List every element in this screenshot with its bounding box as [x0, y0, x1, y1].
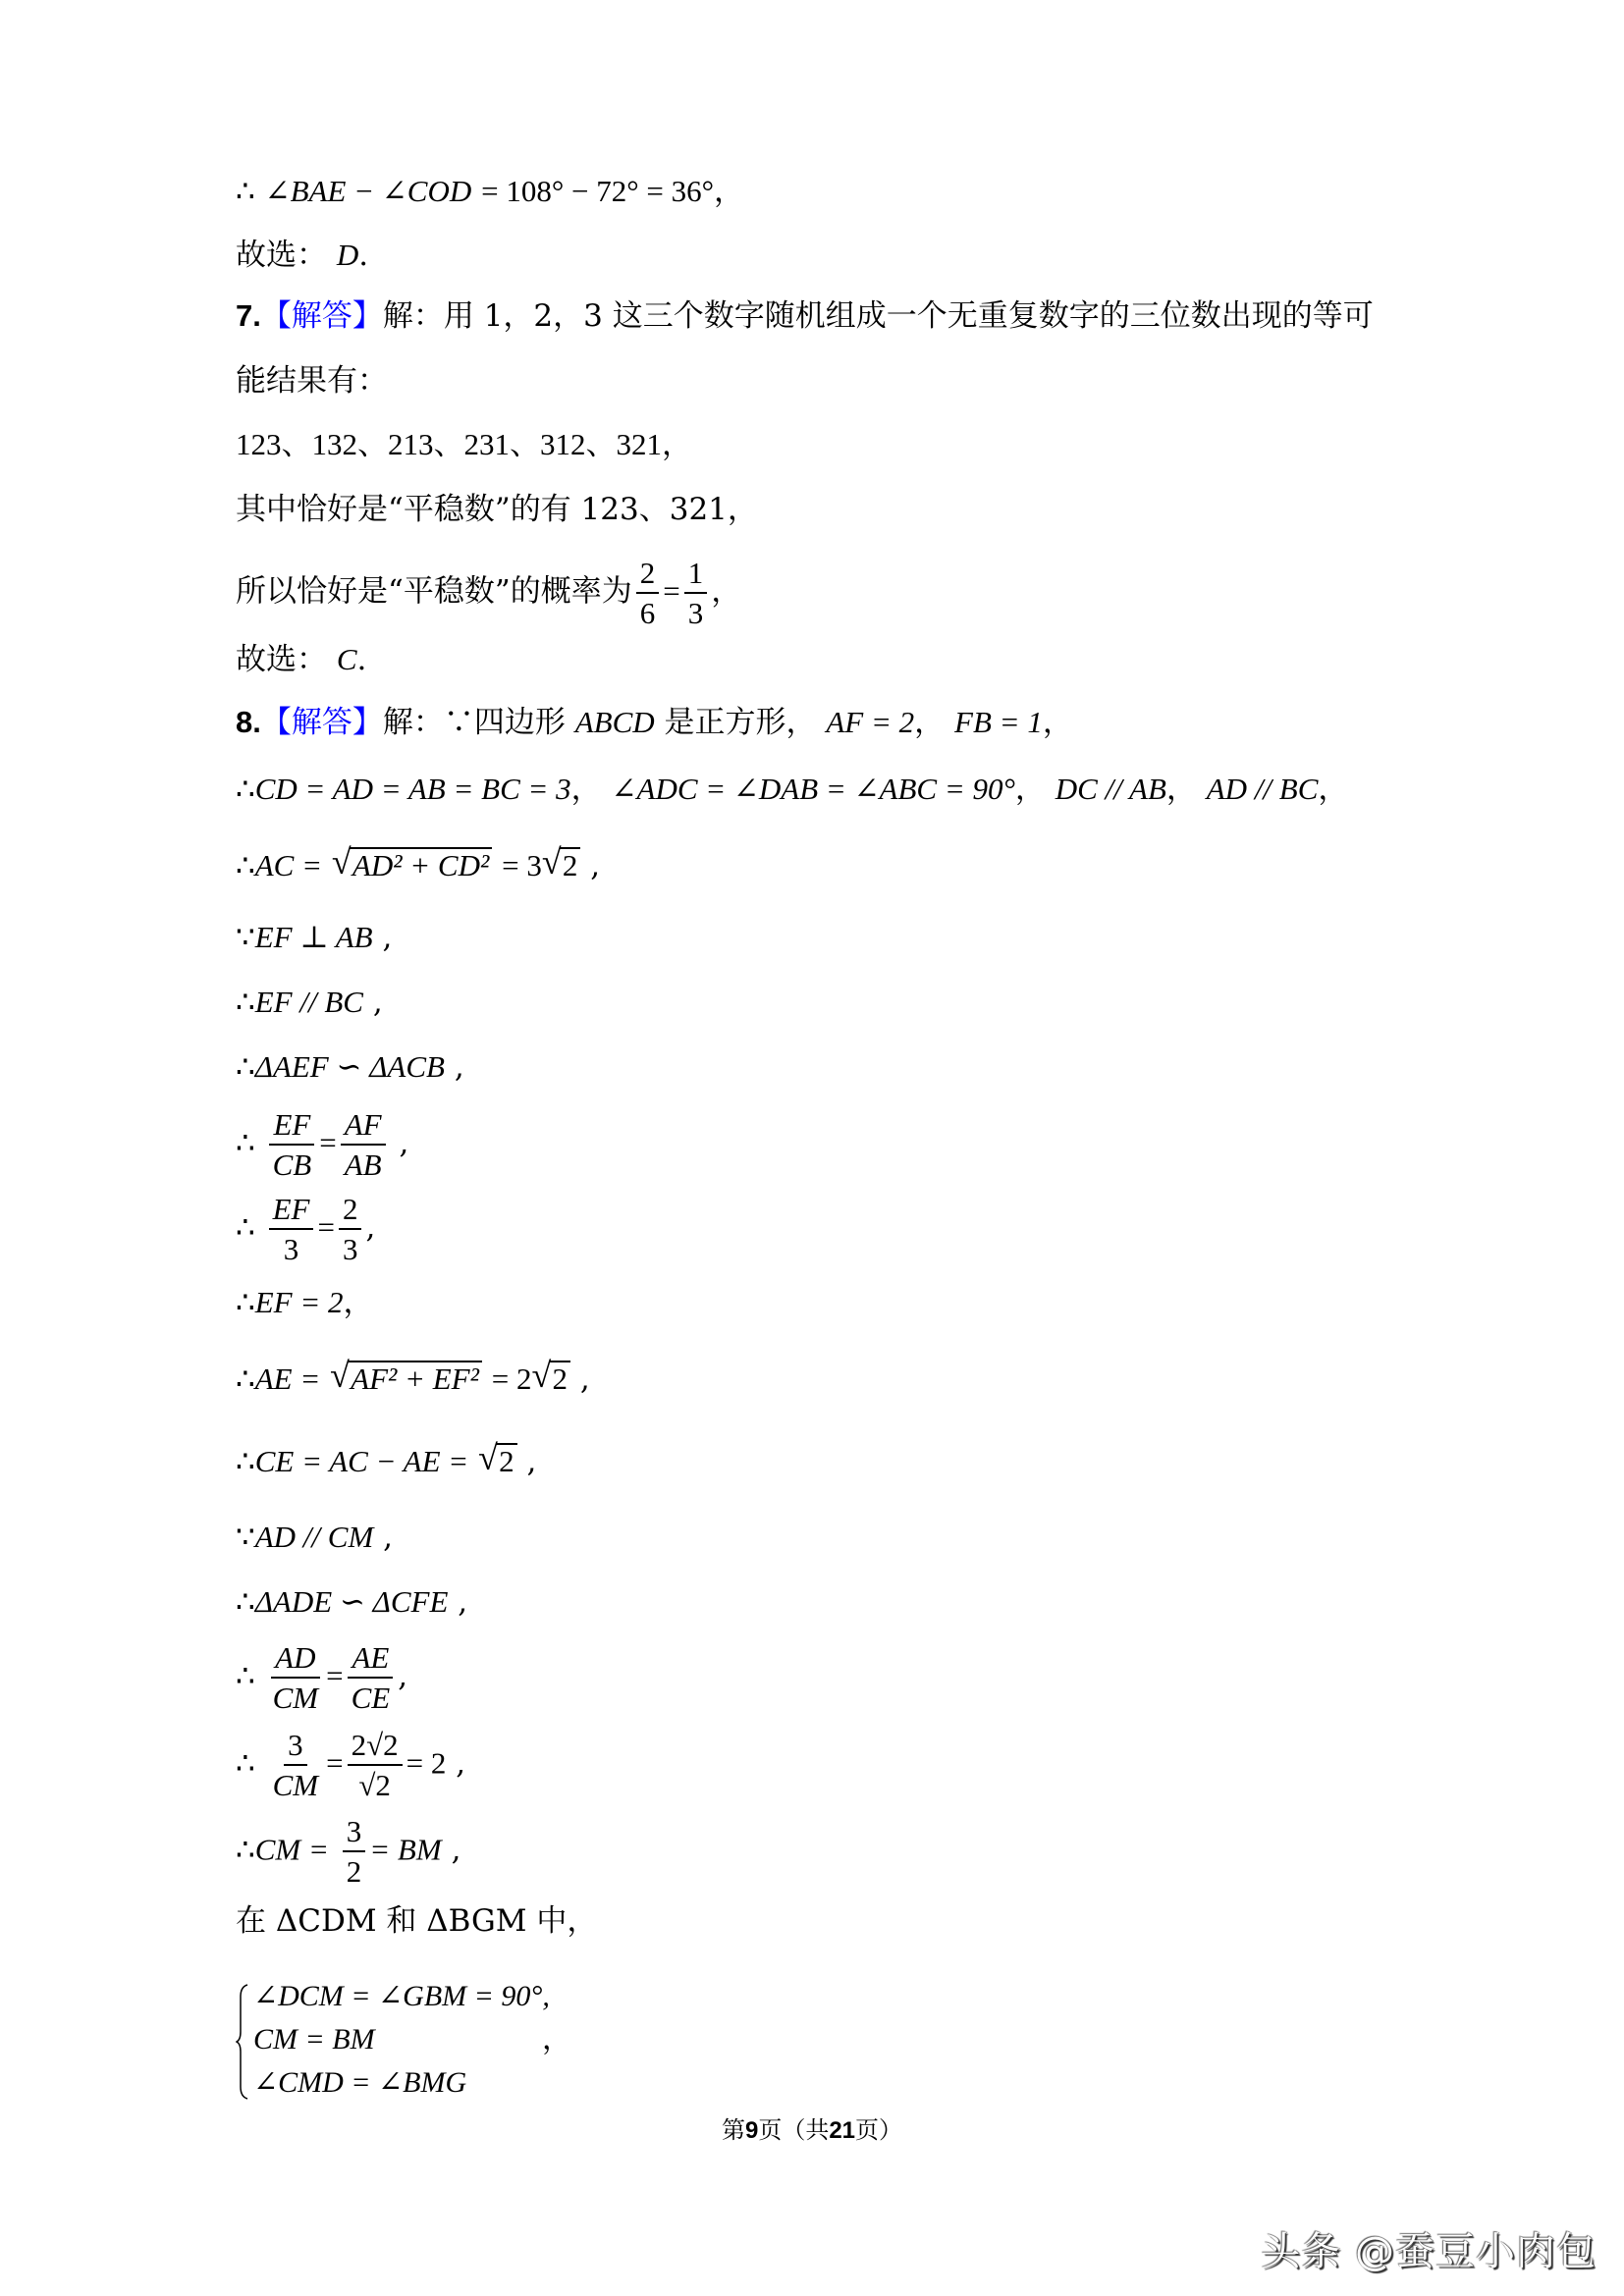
question-number: 8.: [236, 705, 261, 739]
choice-value: D: [336, 238, 359, 272]
q7-favorable: [236, 488, 758, 531]
page-footer: 第9页（共21页）: [721, 2116, 903, 2144]
answer-tag: 【解答】: [260, 298, 383, 334]
q8-ae: ∴AE = √ AF² + EF² = 2 √ 2 ,: [236, 1358, 590, 1401]
q8-in-triangles: 在 ΔCDM 和 ΔBGM 中，: [236, 1903, 598, 1939]
q8-ac: ∴AC = √ AD² + CD² = 3 √ 2 ,: [236, 844, 600, 887]
choice-value: C: [336, 642, 357, 676]
answer-choice-c: [236, 638, 366, 681]
page-number: 9: [744, 2117, 759, 2144]
q8-ad-cm: ∵AD // CM ,: [236, 1520, 394, 1555]
answer-tag: 【解答】: [260, 705, 383, 740]
q8-ce: ∴CE = AC − AE = √ 2 ,: [236, 1440, 536, 1483]
q7-probability: 所以恰好是“平稳数”的概率为 $\frac{2}{6}$ = $\frac{1}{3}$ ，: [236, 556, 742, 630]
q7-intro-cont-text: 能结果有：: [236, 363, 388, 399]
q7-intro-cont: [236, 359, 388, 402]
intro-text: 解：∵四边形: [382, 705, 575, 740]
angles-equal: ∠ADC = ∠DAB = ∠ABC = 90°: [611, 772, 1015, 806]
q8-intro: 8.【解答】解：∵四边形 ABCD 是正方形， AF = 2， FB = 1，: [236, 705, 1073, 740]
q8-ef-value: ∴EF = 2，: [236, 1285, 374, 1320]
q8-ratio-4: ∴ $\frac{3}{CM}$ = $\frac{2√2}{√2}$ = 2 ,: [236, 1728, 466, 1802]
intro-mid: 是正方形，: [654, 705, 817, 740]
q7-intro: [236, 294, 1374, 338]
expr-lhs: ∠BAE − ∠COD: [264, 174, 472, 208]
q8-ef-perp: ∵EF ⊥ AB ,: [236, 920, 393, 955]
therefore-symbol: ∴: [236, 174, 255, 208]
punct: ，: [542, 2023, 571, 2056]
left-brace-icon: [236, 1983, 249, 2101]
favorable-text: 其中恰好是“平稳数”的有 123、321，: [236, 492, 758, 527]
q8-ratio-1: ∴ $\frac{EF}{CB}$ = $\frac{AF}{AB}$ ,: [236, 1107, 409, 1182]
q8-similar-2: ∴ΔADE ∽ ΔCFE ,: [236, 1584, 468, 1620]
system-row-2: CM = BM: [253, 2023, 375, 2056]
punct: ，: [711, 573, 742, 610]
numerator: 2: [636, 558, 660, 594]
fraction-1-3: [684, 558, 708, 628]
choice-label: 故选：: [236, 642, 327, 677]
abcd: ABCD: [574, 705, 655, 739]
denominator: 6: [639, 596, 656, 630]
sqrt-ac: √ AD² + CD²: [332, 844, 492, 887]
numerator: 1: [684, 558, 708, 594]
q8-ratio-3: ∴ $\frac{AD}{CM}$ = $\frac{AE}{CE}$ ,: [236, 1640, 408, 1715]
dc-parallel-ab: DC // AB: [1055, 772, 1166, 806]
q7-intro-text: 解：用 1，2，3 这三个数字随机组成一个无重复数字的三位数出现的等可: [382, 298, 1374, 334]
sides-equal: CD = AD = AB = BC = 3: [254, 772, 571, 806]
outcomes-list: 123、132、213、231、312、321，: [236, 427, 692, 461]
sqrt-2: √ 2: [532, 1358, 571, 1401]
q8-cm-value: ∴CM = $\frac{3}{2}$ = BM ,: [236, 1814, 461, 1889]
system-row-1: ∠DCM = ∠GBM = 90°,: [253, 1980, 550, 2012]
q8-square-props: ∴CD = AD = AB = BC = 3， ∠ADC = ∠DAB = ∠ABC = 90°， DC // AB， AD // BC，: [236, 772, 1349, 807]
answer-choice-d: [236, 234, 368, 277]
equation-bae-cod: [236, 170, 744, 213]
denominator: 3: [687, 596, 704, 630]
q8-ratio-2: ∴ $\frac{EF}{3}$ = $\frac{2}{3}$ ,: [236, 1192, 376, 1266]
ad-parallel-bc: AD // BC: [1206, 772, 1319, 806]
punct: .: [358, 238, 369, 273]
punct: ，: [713, 174, 744, 209]
choice-label: 故选：: [236, 238, 327, 273]
q8-ef-parallel: ∴EF // BC ,: [236, 985, 383, 1020]
sqrt-ae: √ AF² + EF²: [330, 1358, 482, 1401]
q8-similar-1: ∴ΔAEF ∽ ΔACB ,: [236, 1049, 464, 1085]
sqrt-2: √ 2: [542, 844, 581, 887]
q7-outcomes: [236, 423, 692, 466]
sqrt-2: √ 2: [478, 1440, 517, 1483]
system-row-3: ∠CMD = ∠BMG: [253, 2066, 467, 2099]
punct: .: [356, 642, 367, 677]
expr-rhs: = 108° − 72° = 36°: [481, 174, 714, 208]
fb-value: FB = 1: [954, 705, 1043, 739]
page-total: 21: [829, 2117, 856, 2144]
watermark: 头条 @蚕豆小肉包: [1261, 2229, 1597, 2274]
question-number: 7.: [236, 298, 261, 333]
prob-text: 所以恰好是“平稳数”的概率为: [236, 573, 632, 610]
af-value: AF = 2: [826, 705, 915, 739]
fraction-2-6: [636, 558, 660, 628]
